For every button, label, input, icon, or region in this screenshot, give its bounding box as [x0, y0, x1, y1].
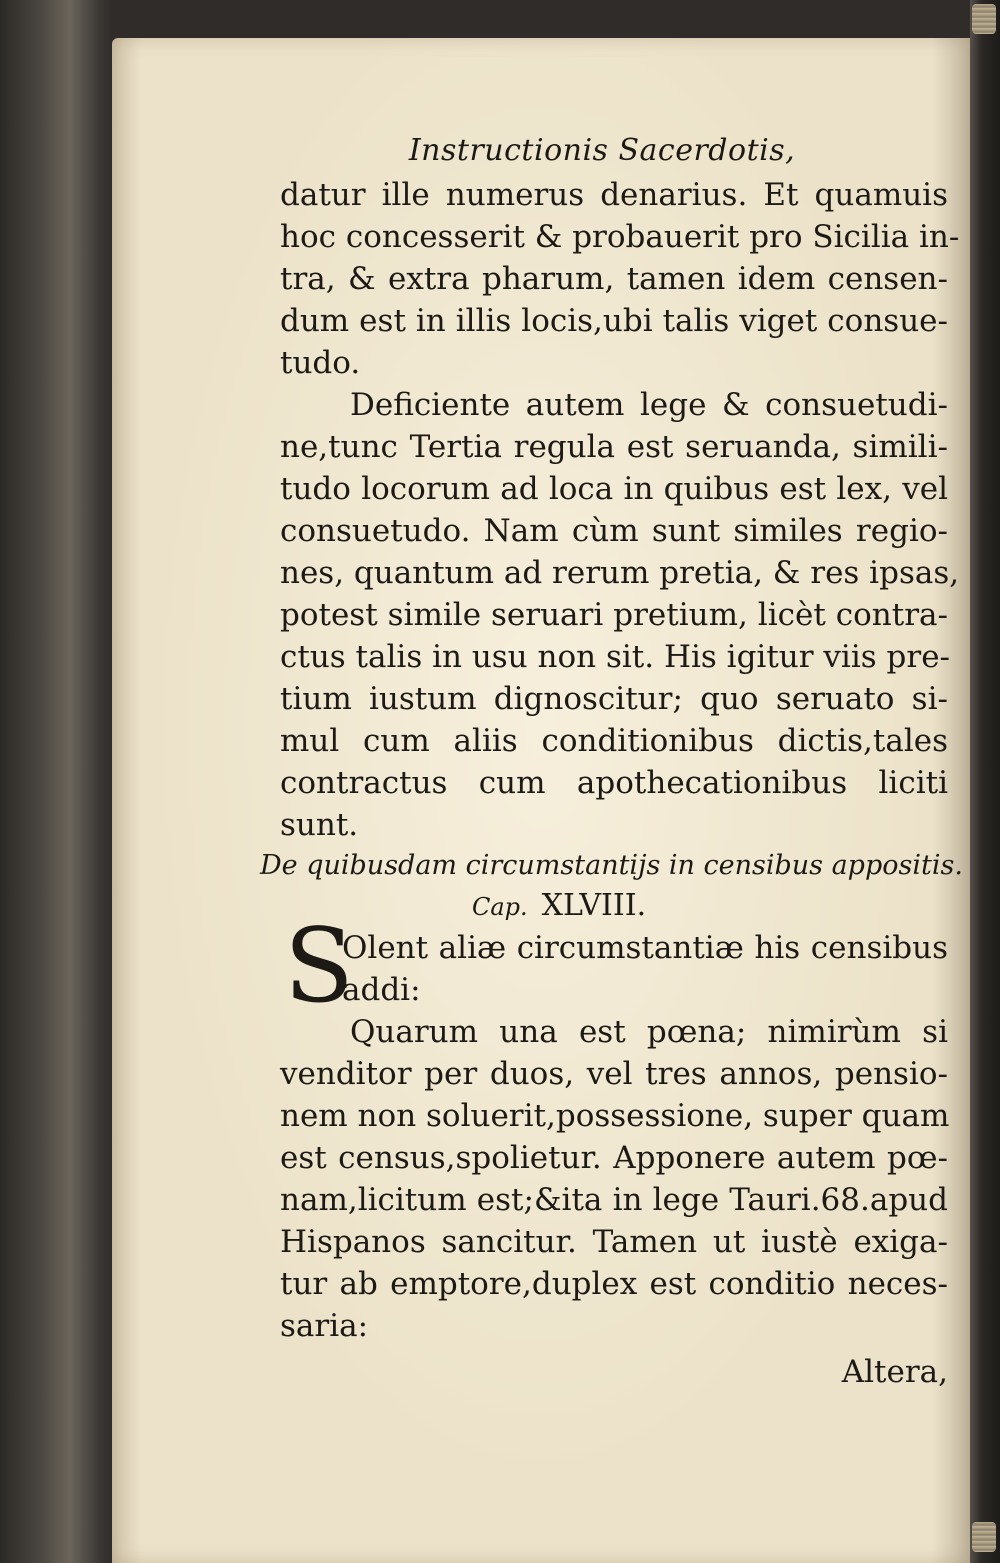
text-line: nam,licitum est;&ita in lege Tauri.68.apud	[280, 1182, 948, 1218]
text-line: Quarum una est pœna; nimirùm si	[350, 1014, 948, 1050]
text-line: tudo locorum ad loca in quibus est lex, vel	[280, 471, 948, 507]
text-line: mul cum aliis conditionibus dictis,tales	[280, 723, 948, 759]
text-line: potest simile seruari pretium, licèt contra-	[280, 597, 948, 633]
text-line: contractus cum apothecationibus liciti	[280, 765, 948, 801]
paragraph-1	[172, 174, 960, 384]
text-line: nem non soluerit,possessione, super quam	[280, 1098, 950, 1134]
text-line: sunt.	[280, 807, 359, 843]
text-line: Hispanos sancitur. Tamen ut iustè exiga-	[280, 1224, 948, 1260]
text-line: nes, quantum ad rerum pretia, & res ipsas,	[280, 555, 960, 591]
text-line: saria:	[280, 1308, 369, 1344]
paragraph-3	[172, 1011, 952, 1347]
running-head: Instructionis Sacerdotis,	[408, 133, 796, 168]
chapter-number-value: XLVIII.	[541, 888, 647, 923]
drop-cap: S	[284, 907, 354, 1026]
text-line: datur ille numerus denarius. Et quamuis	[280, 177, 948, 213]
text-line: tur ab emptore,duplex est conditio neces-	[280, 1266, 948, 1302]
text-line: hoc concesserit & probauerit pro Sicilia in-	[280, 219, 960, 255]
text-line: venditor per duos, vel tres annos, pensio-	[280, 1056, 948, 1092]
binding-thread-top	[972, 4, 996, 34]
text-line: Deficiente autem lege & consuetudi-	[350, 387, 948, 423]
chapter-number-prefix: Cap.	[472, 893, 528, 921]
text-line: tudo.	[280, 345, 361, 381]
text-line: Olent aliæ circumstantiæ his censibus	[342, 930, 948, 966]
book-spine	[970, 0, 1000, 1563]
paragraph-2	[172, 384, 960, 846]
binding-thread-bottom	[972, 1522, 996, 1552]
text-line: ne,tunc Tertia regula est seruanda, simili-	[280, 429, 948, 465]
page-text	[172, 128, 963, 1393]
text-line: addi:	[342, 972, 421, 1008]
chapter-number	[472, 886, 952, 927]
catchword: Altera,	[841, 1354, 948, 1390]
text-line: tra, & extra pharum, tamen idem censen-	[280, 261, 948, 297]
text-line: est census,spolietur. Apponere autem pœ-	[280, 1140, 948, 1176]
chapter-title: De quibusdam circumstantijs in censibus appositis.	[260, 850, 963, 881]
text-line: consuetudo. Nam cùm sunt similes regio-	[280, 513, 948, 549]
text-line: dum est in illis locis,ubi talis viget consue-	[280, 303, 948, 339]
text-line: ctus talis in usu non sit. His igitur viis pre-	[280, 639, 951, 675]
text-line: tium iustum dignoscitur; quo seruato si-	[280, 681, 948, 717]
